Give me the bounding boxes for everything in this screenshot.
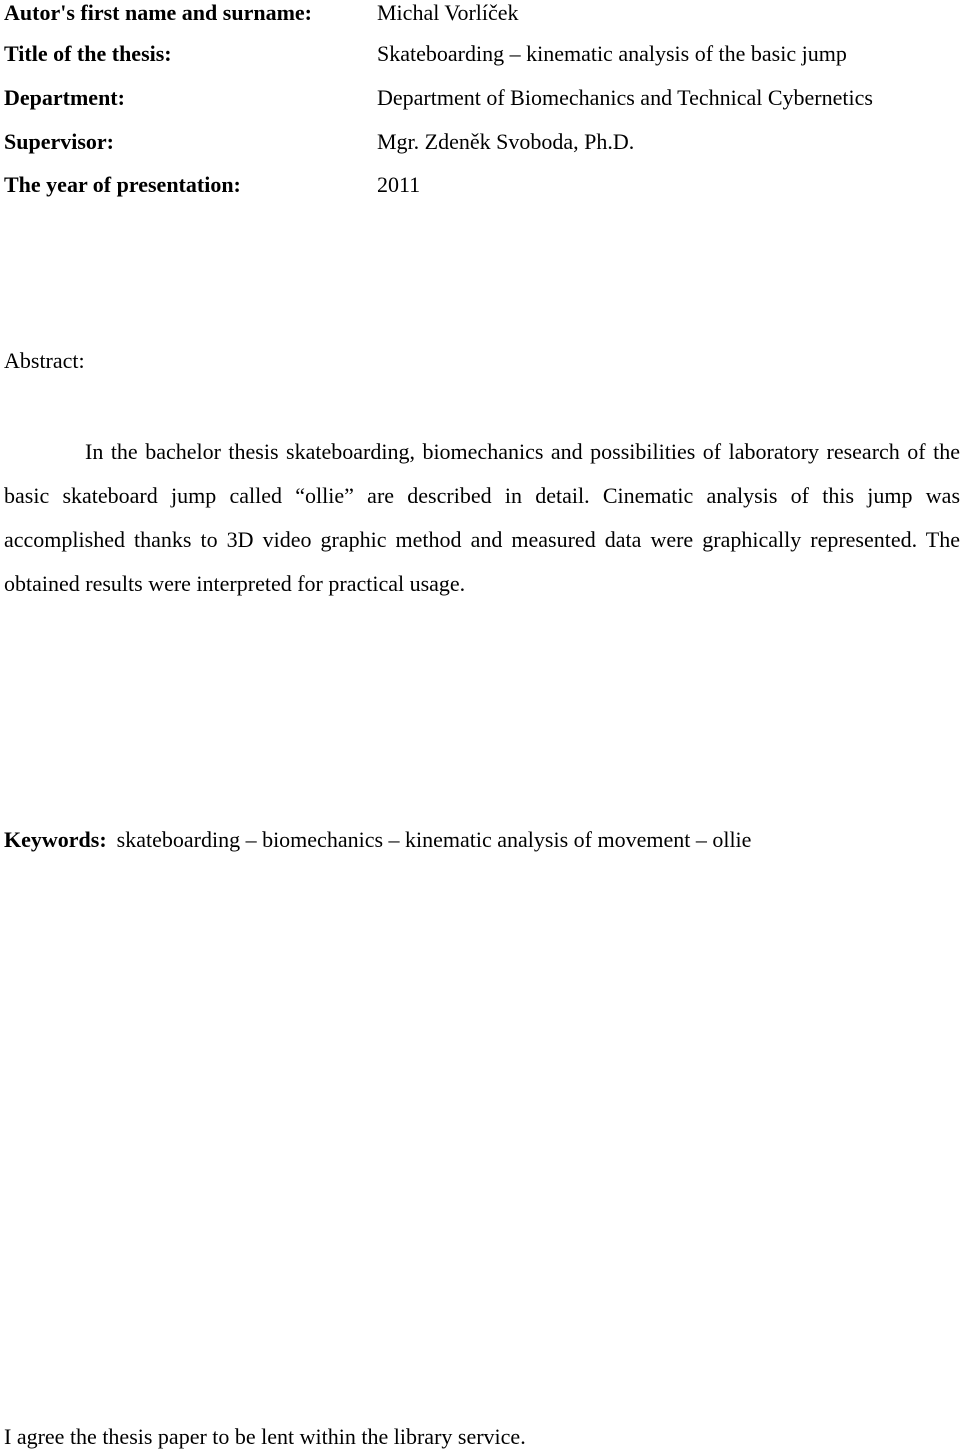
library-agreement-statement: I agree the thesis paper to be lent within the library service. [4,1424,526,1449]
supervisor-value: Mgr. Zdeněk Svoboda, Ph.D. [377,129,635,154]
year-label: The year of presentation: [4,172,241,197]
department-label: Department: [4,85,125,110]
abstract-heading: Abstract: [4,348,85,373]
title-value: Skateboarding – kinematic analysis of the basic jump [377,41,847,66]
keywords-text: skateboarding – biomechanics – kinematic analysis of movement – ollie [116,827,752,852]
department-value: Department of Biomechanics and Technical Cybernetics [377,85,873,110]
author-value: Michal Vorlíček [377,0,519,25]
keywords-line [4,826,751,854]
supervisor-label: Supervisor: [4,129,114,154]
abstract-text: In the bachelor thesis skateboarding, biomechanics and possibilities of laboratory research of the basic skateboard jump called “ollie” are described in detail. Cinematic analysis of this jump was accomplished thanks to 3D video graphic method and measured data were graphically represented. The obtained results were interpreted for practical usage. [4,439,960,596]
author-label: Autor's first name and surname: [4,0,312,25]
year-value: 2011 [377,172,421,197]
abstract-paragraph [4,430,960,606]
keywords-label: Keywords: [4,827,107,852]
title-label: Title of the thesis: [4,41,172,66]
